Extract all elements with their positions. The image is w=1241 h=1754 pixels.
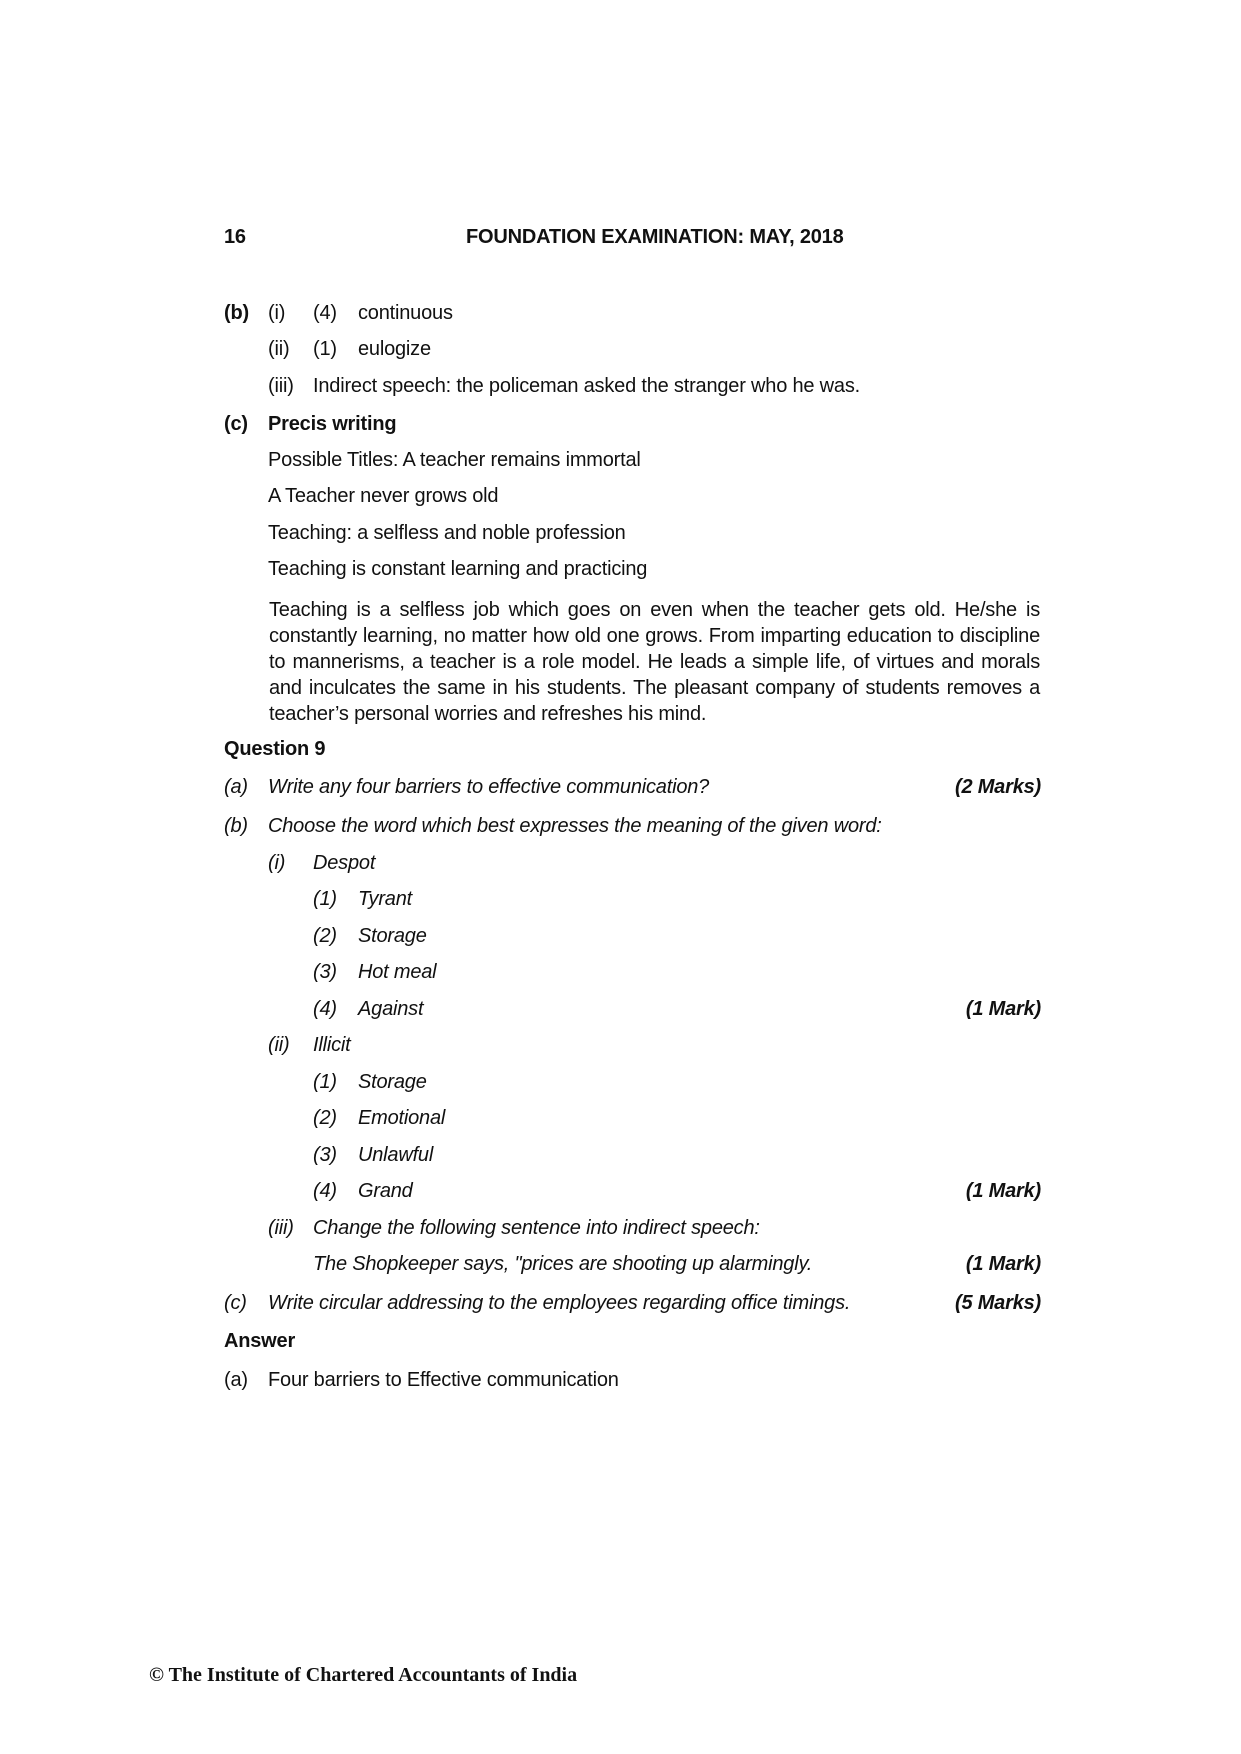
q9-b-i-opt2-num: (2) [313, 925, 337, 947]
q9-b-i-marks: (1 Mark) [965, 998, 1041, 1020]
q9-b-iii-marks: (1 Mark) [965, 1253, 1041, 1275]
answer-heading: Answer [224, 1330, 296, 1352]
q9-b-i-opt1-text: Tyrant [358, 888, 412, 910]
q9-b-text: Choose the word which best expresses the meaning of the given word: [268, 815, 882, 837]
question-9-heading: Question 9 [224, 738, 326, 760]
answer-b-ii-opt: (1) [313, 338, 337, 360]
q9-a-text: Write any four barriers to effective communication? [268, 776, 710, 798]
q9-b-i-opt3-num: (3) [313, 961, 337, 983]
precis-title-2: A Teacher never grows old [268, 485, 499, 507]
q9-b-iii-sentence: The Shopkeeper says, "prices are shooting up alarmingly. [313, 1253, 813, 1275]
answer-b-i-text: continuous [358, 302, 453, 324]
answer-b-i-opt: (4) [313, 302, 337, 324]
answer-c-label: (c) [224, 413, 248, 435]
precis-paragraph: Teaching is a selfless job which goes on even when the teacher gets old. He/she is constantly learning, no matter how old one grows. From imparting education to discipline to mannerisms, a teacher is a role model. He leads a simple life, of virtues and morals and inculcates the same in his students. The pleasant company of students removes a teacher’s personal worries and refreshes his mind. [269, 599, 1040, 725]
precis-title-1: Possible Titles: A teacher remains immortal [268, 449, 641, 471]
q9-b-i-opt2-text: Storage [358, 925, 427, 947]
q9-c-marks: (5 Marks) [954, 1292, 1041, 1314]
q9-b-ii-opt1-num: (1) [313, 1071, 337, 1093]
answer-b-iii-text: Indirect speech: the policeman asked the stranger who he was. [313, 375, 861, 397]
answer-b-iii-num: (iii) [268, 375, 294, 397]
q9-b-ii-opt2-num: (2) [313, 1107, 337, 1129]
q9-b-ii-opt4-text: Grand [358, 1180, 413, 1202]
q9-b-ii-marks: (1 Mark) [965, 1180, 1041, 1202]
q9-c-text: Write circular addressing to the employees regarding office timings. [268, 1292, 851, 1314]
answer-a-label: (a) [224, 1369, 248, 1391]
q9-b-iii-num: (iii) [268, 1217, 294, 1239]
q9-b-i-opt4-num: (4) [313, 998, 337, 1020]
q9-b-i-opt1-num: (1) [313, 888, 337, 910]
answer-b-ii-num: (ii) [268, 338, 290, 360]
precis-title-3: Teaching: a selfless and noble profession [268, 522, 626, 544]
answer-b-ii-text: eulogize [358, 338, 431, 360]
q9-b-i-opt4-text: Against [358, 998, 424, 1020]
q9-c-label: (c) [224, 1292, 247, 1314]
page-header-title: FOUNDATION EXAMINATION: MAY, 2018 [466, 226, 844, 248]
q9-b-ii-opt4-num: (4) [313, 1180, 337, 1202]
q9-b-ii-word: Illicit [313, 1034, 351, 1056]
precis-heading: Precis writing [268, 413, 397, 435]
q9-a-marks: (2 Marks) [954, 776, 1041, 798]
q9-b-i-num: (i) [268, 852, 286, 874]
q9-b-label: (b) [224, 815, 248, 837]
answer-a-text: Four barriers to Effective communication [268, 1369, 619, 1391]
q9-b-iii-text: Change the following sentence into indirect speech: [313, 1217, 760, 1239]
q9-b-ii-opt3-num: (3) [313, 1144, 337, 1166]
q9-b-i-word: Despot [313, 852, 376, 874]
q9-b-ii-num: (ii) [268, 1034, 290, 1056]
q9-a-label: (a) [224, 776, 248, 798]
q9-b-ii-opt3-text: Unlawful [358, 1144, 434, 1166]
footer-copyright: © The Institute of Chartered Accountants of India [149, 1664, 578, 1686]
answer-b-i-num: (i) [268, 302, 286, 324]
answer-b-label: (b) [224, 302, 249, 324]
q9-b-ii-opt1-text: Storage [358, 1071, 427, 1093]
q9-b-ii-opt2-text: Emotional [358, 1107, 446, 1129]
q9-b-i-opt3-text: Hot meal [358, 961, 437, 983]
page-number: 16 [224, 226, 246, 248]
precis-title-4: Teaching is constant learning and practicing [268, 558, 648, 580]
